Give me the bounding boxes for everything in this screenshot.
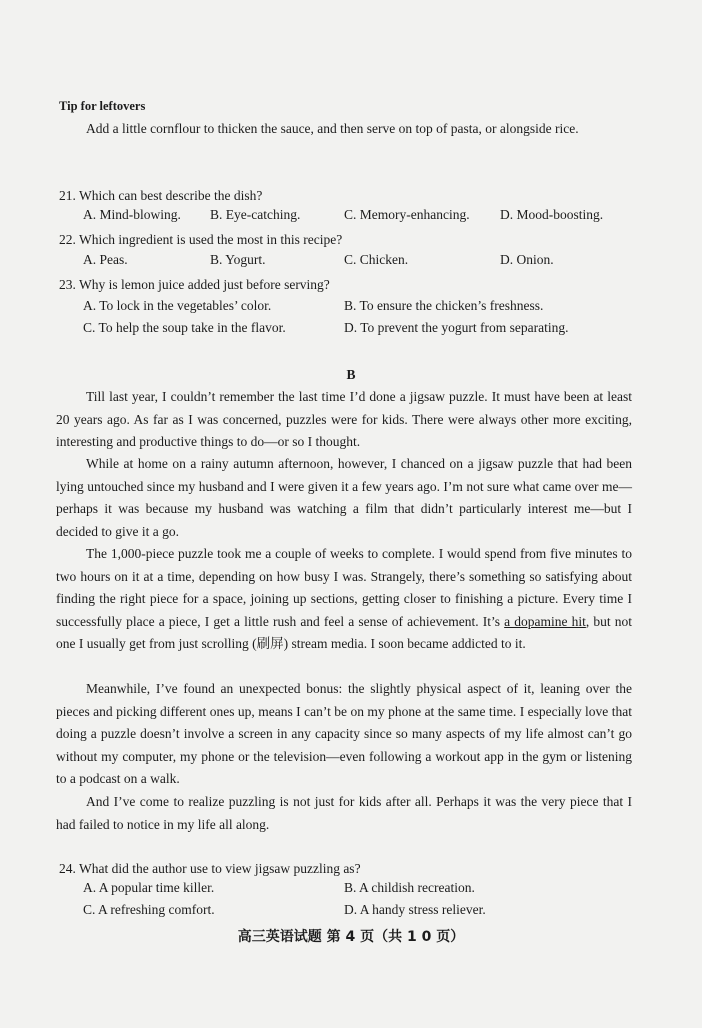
passage-paragraph-2: While at home on a rainy autumn afternoon, however, I chanced on a jigsaw puzzle that had been lying untouched since my husband and I were given it a few years ago. I’m not sure what came over me—perhaps it was because my husband was watching a film that didn’t particularly interest me—but I decided to give it a go. <box>56 456 632 539</box>
page-footer: 高三英语试题 第 4 页（共 1 0 页） <box>237 929 465 945</box>
q22-option-d: D. Onion. <box>500 252 554 267</box>
q24-option-b: B. A childish recreation. <box>344 880 475 895</box>
passage-paragraph-3: The 1,000-piece puzzle took me a couple of weeks to complete. I would spend from five minutes to two hours on it at a time, depending on how busy I was. Strangely, there’s something so satisfying about finding the right piece for a space, joining up sections, getting closer to finishing a picture. Every time I successfully place a piece, I get a little rush and feel a sense of achievement. It’s a dopamine hit, but not one I usually get from just scrolling (刷屏) stream media. I soon became addicted to it. <box>56 546 632 651</box>
passage-paragraph-4: Meanwhile, I’ve found an unexpected bonus: the slightly physical aspect of it, leaning over the pieces and picking different ones up, means I can’t be on my phone at the same time. I especially love that doing a puzzle doesn’t involve a screen in any capacity since so many aspects of my life almost can’t go without my computer, my phone or the television—even following a workout app in the gym or listening to a podcast on a walk. <box>56 681 632 786</box>
q24-option-d: D. A handy stress reliever. <box>344 902 486 917</box>
q24-option-a: A. A popular time killer. <box>83 880 215 895</box>
question-22-stem: 22. Which ingredient is used the most in this recipe? <box>59 232 343 247</box>
tip-title: Tip for leftovers <box>59 99 146 113</box>
question-23-stem: 23. Why is lemon juice added just before serving? <box>59 277 330 292</box>
question-24-stem: 24. What did the author use to view jigsaw puzzling as? <box>59 861 361 876</box>
q22-option-b: B. Yogurt. <box>210 252 266 267</box>
section-b-heading: B <box>346 367 356 382</box>
q21-option-d: D. Mood-boosting. <box>500 207 604 222</box>
q22-option-a: A. Peas. <box>83 252 128 267</box>
q23-option-b: B. To ensure the chicken’s freshness. <box>344 298 544 313</box>
q21-option-a: A. Mind-blowing. <box>83 207 181 222</box>
q24-option-c: C. A refreshing comfort. <box>83 902 215 917</box>
q21-option-c: C. Memory-enhancing. <box>344 207 470 222</box>
q23-option-d: D. To prevent the yogurt from separating. <box>344 320 569 335</box>
q22-option-c: C. Chicken. <box>344 252 409 267</box>
passage-paragraph-1: Till last year, I couldn’t remember the last time I’d done a jigsaw puzzle. It must have been at least 20 years ago. As far as I was concerned, puzzles were for kids. There were always other more exciting, interesting and productive things to do—or so I thought. <box>56 389 632 449</box>
underlined-phrase: a dopamine hit <box>504 613 586 629</box>
tip-text: Add a little cornflour to thicken the sauce, and then serve on top of pasta, or alongside rice. <box>86 121 579 136</box>
q23-option-c: C. To help the soup take in the flavor. <box>83 320 286 335</box>
question-21-stem: 21. Which can best describe the dish? <box>59 188 263 203</box>
q21-option-b: B. Eye-catching. <box>210 207 301 222</box>
passage-paragraph-5: And I’ve come to realize puzzling is not just for kids after all. Perhaps it was the very piece that I had failed to notice in my life all along. <box>56 794 632 832</box>
q23-option-a: A. To lock in the vegetables’ color. <box>83 298 272 313</box>
